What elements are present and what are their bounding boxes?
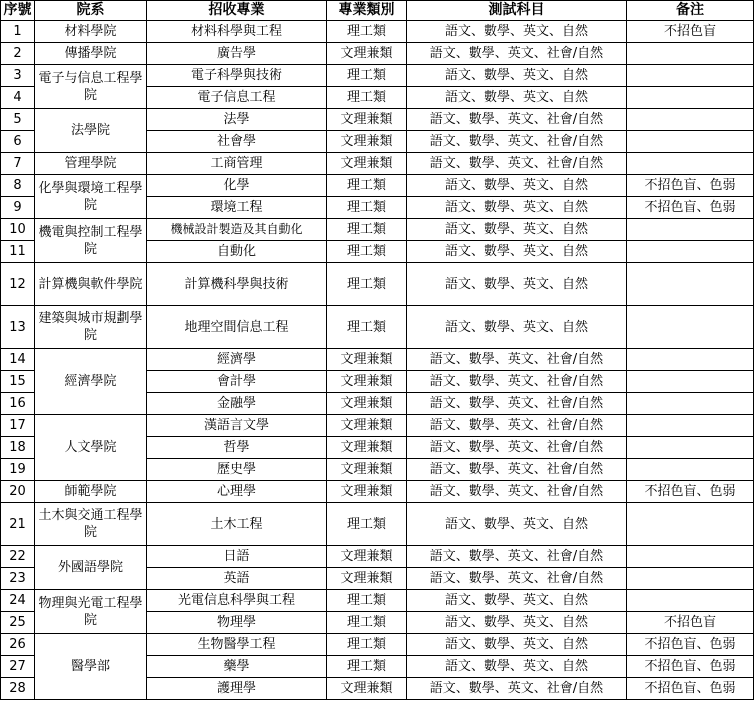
subjects-cell: 語文、數學、英文、社會/自然	[407, 131, 627, 153]
remarks-cell	[627, 568, 754, 590]
category-cell: 文理兼類	[327, 678, 407, 700]
serial-cell: 4	[1, 87, 35, 109]
serial-cell: 22	[1, 546, 35, 568]
serial-cell: 12	[1, 263, 35, 306]
remarks-cell	[627, 43, 754, 65]
header-test-subjects: 測試科目	[407, 1, 627, 21]
category-cell: 理工類	[327, 503, 407, 546]
remarks-cell	[627, 153, 754, 175]
header-major: 招收專業	[147, 1, 327, 21]
subjects-cell: 語文、數學、英文、自然	[407, 219, 627, 241]
remarks-cell: 不招色盲、色弱	[627, 175, 754, 197]
subjects-cell: 語文、數學、英文、自然	[407, 656, 627, 678]
major-cell: 自動化	[147, 241, 327, 263]
subjects-cell: 語文、數學、英文、社會/自然	[407, 437, 627, 459]
major-cell: 哲學	[147, 437, 327, 459]
major-cell: 藥學	[147, 656, 327, 678]
major-cell: 歷史學	[147, 459, 327, 481]
remarks-cell	[627, 503, 754, 546]
subjects-cell: 語文、數學、英文、自然	[407, 87, 627, 109]
major-cell: 化學	[147, 175, 327, 197]
major-cell: 環境工程	[147, 197, 327, 219]
table-row	[1, 65, 754, 87]
subjects-cell: 語文、數學、英文、社會/自然	[407, 568, 627, 590]
major-cell: 心理學	[147, 481, 327, 503]
table-row	[1, 219, 754, 241]
remarks-cell	[627, 219, 754, 241]
serial-cell: 8	[1, 175, 35, 197]
remarks-cell	[627, 590, 754, 612]
category-cell: 文理兼類	[327, 393, 407, 415]
major-cell: 材料科學與工程	[147, 21, 327, 43]
subjects-cell: 語文、數學、英文、社會/自然	[407, 393, 627, 415]
serial-cell: 18	[1, 437, 35, 459]
serial-cell: 27	[1, 656, 35, 678]
subjects-cell: 語文、數學、英文、自然	[407, 306, 627, 349]
subjects-cell: 語文、數學、英文、社會/自然	[407, 349, 627, 371]
category-cell: 理工類	[327, 21, 407, 43]
serial-cell: 14	[1, 349, 35, 371]
category-cell: 理工類	[327, 219, 407, 241]
remarks-cell	[627, 87, 754, 109]
department-cell: 師範學院	[35, 481, 147, 503]
department-cell: 醫學部	[35, 634, 147, 700]
serial-cell: 17	[1, 415, 35, 437]
major-cell: 地理空間信息工程	[147, 306, 327, 349]
major-cell: 土木工程	[147, 503, 327, 546]
department-cell: 材料學院	[35, 21, 147, 43]
subjects-cell: 語文、數學、英文、自然	[407, 21, 627, 43]
remarks-cell	[627, 65, 754, 87]
remarks-cell: 不招色盲、色弱	[627, 678, 754, 700]
header-row	[1, 1, 754, 21]
major-cell: 電子信息工程	[147, 87, 327, 109]
remarks-cell: 不招色盲、色弱	[627, 634, 754, 656]
major-cell: 計算機科學與技術	[147, 263, 327, 306]
table-row	[1, 263, 754, 306]
table-row	[1, 503, 754, 546]
remarks-cell	[627, 263, 754, 306]
serial-cell: 13	[1, 306, 35, 349]
department-cell: 人文學院	[35, 415, 147, 481]
subjects-cell: 語文、數學、英文、自然	[407, 503, 627, 546]
category-cell: 理工類	[327, 656, 407, 678]
major-cell: 金融學	[147, 393, 327, 415]
major-cell: 漢語言文學	[147, 415, 327, 437]
table-row	[1, 306, 754, 349]
category-cell: 理工類	[327, 87, 407, 109]
remarks-cell	[627, 306, 754, 349]
table-row	[1, 153, 754, 175]
remarks-cell	[627, 371, 754, 393]
department-cell: 電子与信息工程學院	[35, 65, 147, 109]
serial-cell: 2	[1, 43, 35, 65]
serial-cell: 16	[1, 393, 35, 415]
category-cell: 文理兼類	[327, 568, 407, 590]
remarks-cell	[627, 546, 754, 568]
department-cell: 經濟學院	[35, 349, 147, 415]
serial-cell: 6	[1, 131, 35, 153]
subjects-cell: 語文、數學、英文、社會/自然	[407, 153, 627, 175]
subjects-cell: 語文、數學、英文、社會/自然	[407, 109, 627, 131]
table-row	[1, 175, 754, 197]
table-row	[1, 109, 754, 131]
department-cell: 物理與光電工程學院	[35, 590, 147, 634]
header-department: 院系	[35, 1, 147, 21]
major-cell: 護理學	[147, 678, 327, 700]
category-cell: 文理兼類	[327, 481, 407, 503]
table-row	[1, 481, 754, 503]
serial-cell: 20	[1, 481, 35, 503]
remarks-cell	[627, 349, 754, 371]
table-row	[1, 21, 754, 43]
remarks-cell	[627, 131, 754, 153]
serial-cell: 25	[1, 612, 35, 634]
category-cell: 文理兼類	[327, 153, 407, 175]
serial-cell: 10	[1, 219, 35, 241]
remarks-cell: 不招色盲、色弱	[627, 656, 754, 678]
major-cell: 社會學	[147, 131, 327, 153]
subjects-cell: 語文、數學、英文、社會/自然	[407, 371, 627, 393]
major-cell: 日語	[147, 546, 327, 568]
subjects-cell: 語文、數學、英文、社會/自然	[407, 481, 627, 503]
major-cell: 物理學	[147, 612, 327, 634]
major-cell: 經濟學	[147, 349, 327, 371]
table-row	[1, 415, 754, 437]
remarks-cell: 不招色盲	[627, 21, 754, 43]
category-cell: 理工類	[327, 612, 407, 634]
category-cell: 文理兼類	[327, 109, 407, 131]
remarks-cell: 不招色盲、色弱	[627, 197, 754, 219]
category-cell: 理工類	[327, 590, 407, 612]
category-cell: 文理兼類	[327, 437, 407, 459]
serial-cell: 15	[1, 371, 35, 393]
category-cell: 文理兼類	[327, 459, 407, 481]
department-cell: 管理學院	[35, 153, 147, 175]
serial-cell: 1	[1, 21, 35, 43]
subjects-cell: 語文、數學、英文、自然	[407, 263, 627, 306]
subjects-cell: 語文、數學、英文、自然	[407, 175, 627, 197]
subjects-cell: 語文、數學、英文、自然	[407, 197, 627, 219]
major-cell: 光電信息科學與工程	[147, 590, 327, 612]
category-cell: 理工類	[327, 306, 407, 349]
major-cell: 法學	[147, 109, 327, 131]
remarks-cell	[627, 393, 754, 415]
department-cell: 化學與環境工程學院	[35, 175, 147, 219]
subjects-cell: 語文、數學、英文、社會/自然	[407, 678, 627, 700]
category-cell: 理工類	[327, 175, 407, 197]
serial-cell: 3	[1, 65, 35, 87]
serial-cell: 11	[1, 241, 35, 263]
department-cell: 土木與交通工程學院	[35, 503, 147, 546]
category-cell: 文理兼類	[327, 415, 407, 437]
category-cell: 理工類	[327, 241, 407, 263]
subjects-cell: 語文、數學、英文、自然	[407, 590, 627, 612]
department-cell: 計算機與軟件學院	[35, 263, 147, 306]
category-cell: 文理兼類	[327, 546, 407, 568]
serial-cell: 28	[1, 678, 35, 700]
remarks-cell	[627, 109, 754, 131]
category-cell: 文理兼類	[327, 349, 407, 371]
category-cell: 文理兼類	[327, 371, 407, 393]
category-cell: 文理兼類	[327, 131, 407, 153]
remarks-cell	[627, 437, 754, 459]
serial-cell: 9	[1, 197, 35, 219]
table-row	[1, 634, 754, 656]
category-cell: 理工類	[327, 65, 407, 87]
header-category: 專業類別	[327, 1, 407, 21]
serial-cell: 21	[1, 503, 35, 546]
department-cell: 傳播學院	[35, 43, 147, 65]
major-cell: 生物醫學工程	[147, 634, 327, 656]
major-cell: 廣告學	[147, 43, 327, 65]
table-row	[1, 349, 754, 371]
subjects-cell: 語文、數學、英文、自然	[407, 634, 627, 656]
category-cell: 理工類	[327, 197, 407, 219]
serial-cell: 5	[1, 109, 35, 131]
category-cell: 理工類	[327, 634, 407, 656]
serial-cell: 7	[1, 153, 35, 175]
subjects-cell: 語文、數學、英文、社會/自然	[407, 459, 627, 481]
major-cell: 會計學	[147, 371, 327, 393]
table-row	[1, 590, 754, 612]
department-cell: 外國語學院	[35, 546, 147, 590]
remarks-cell: 不招色盲	[627, 612, 754, 634]
major-cell: 英語	[147, 568, 327, 590]
table-row	[1, 546, 754, 568]
remarks-cell	[627, 415, 754, 437]
department-cell: 機電與控制工程學院	[35, 219, 147, 263]
table-row	[1, 43, 754, 65]
header-serial-no: 序號	[1, 1, 35, 21]
major-cell: 電子科學與技術	[147, 65, 327, 87]
subjects-cell: 語文、數學、英文、社會/自然	[407, 415, 627, 437]
header-remarks: 备注	[627, 1, 754, 21]
remarks-cell	[627, 459, 754, 481]
serial-cell: 23	[1, 568, 35, 590]
department-cell: 法學院	[35, 109, 147, 153]
remarks-cell	[627, 241, 754, 263]
serial-cell: 26	[1, 634, 35, 656]
subjects-cell: 語文、數學、英文、社會/自然	[407, 546, 627, 568]
subjects-cell: 語文、數學、英文、自然	[407, 65, 627, 87]
serial-cell: 24	[1, 590, 35, 612]
remarks-cell: 不招色盲、色弱	[627, 481, 754, 503]
category-cell: 理工類	[327, 263, 407, 306]
serial-cell: 19	[1, 459, 35, 481]
category-cell: 文理兼類	[327, 43, 407, 65]
subjects-cell: 語文、數學、英文、自然	[407, 612, 627, 634]
major-cell: 工商管理	[147, 153, 327, 175]
subjects-cell: 語文、數學、英文、自然	[407, 241, 627, 263]
major-cell: 機械設計製造及其自動化	[147, 219, 327, 241]
department-cell: 建築與城市規劃學院	[35, 306, 147, 349]
subjects-cell: 語文、數學、英文、社會/自然	[407, 43, 627, 65]
